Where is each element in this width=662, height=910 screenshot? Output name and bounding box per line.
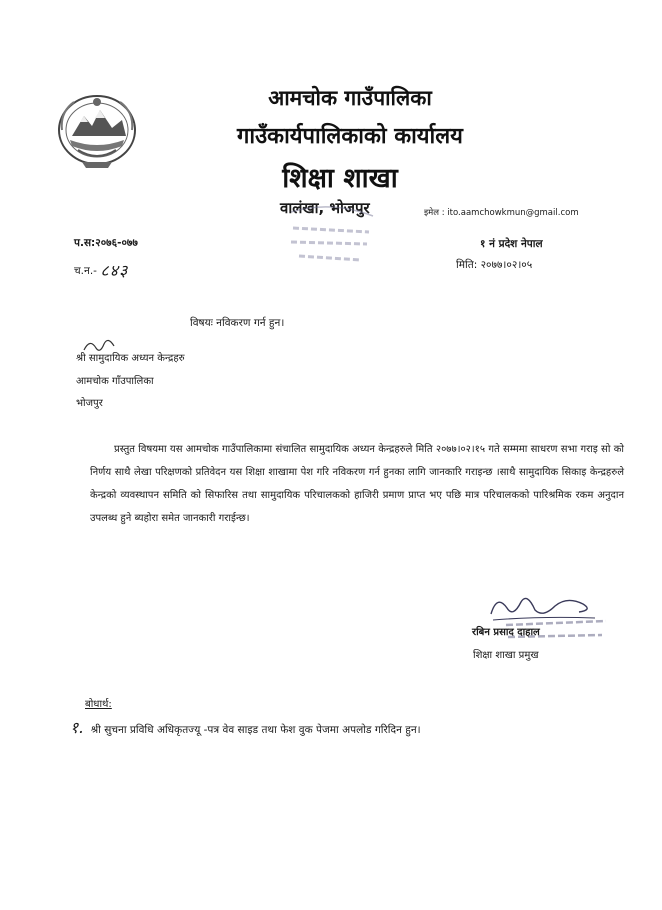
- cc-item-text: श्री सुचना प्रविधि अधिकृतज्यू -पत्र वेव साइड तथा फेश वुक पेजमा अपलोड गरिदिन हुन।: [90, 724, 421, 736]
- signer-name: रबिन प्रसाद दाहाल: [472, 627, 540, 638]
- letter-subject: विषयः नविकरण गर्न हुन।: [190, 317, 285, 329]
- section-name: शिक्षा शाखा: [282, 163, 398, 194]
- cc-heading: बोधार्थ:: [85, 699, 112, 710]
- signer-title: शिक्षा शाखा प्रमुख: [473, 650, 539, 661]
- nepal-emblem-icon: [52, 90, 142, 172]
- recipient-line-3: भोजपुर: [76, 398, 103, 409]
- letter-body: प्रस्तुत विषयमा यस आमचोक गाउँपालिकामा संचालित सामुदायिक अध्यन केन्द्रहरुले मिति २०७७।०२।१५ गते सम्ममा साधरण सभा गराइ सो को निर्णय साथै लेखा परिक्षणको प्रतिवेदन यस शिक्षा शाखामा पेश गरि नविकरण गर्न हुनका लागि जानकारि गराइन्छ ।साथै सामुदायिक सिकाइ केन्द्रहरुले केन्द्रको व्यवस्थापन समिति को सिफारिस तथा सामुदायिक परिचालकको हाजिरी प्रमाण प्राप्त भए पछि मात्र परिचालकको पारिश्रमिक रकम अनुदान उपलब्ध हुने ब्यहोरा समेत जानकारी गराईन्छ।: [90, 444, 624, 524]
- email-address: ito.aamchowkmun@gmail.com: [447, 208, 579, 218]
- dispatch-number: [74, 257, 128, 279]
- email-label: इमेल :: [424, 208, 445, 218]
- reference-number: प.स:२०७६-०७७: [74, 237, 138, 249]
- municipality-name: आमचोक गाउँपालिका: [268, 86, 432, 110]
- email-line: [424, 207, 579, 218]
- letter-date: मिति: २०७७।०२।०५: [456, 259, 533, 271]
- dispatch-label: च.न.-: [74, 265, 97, 277]
- office-address: वालंखा, भोजपुर: [280, 199, 370, 217]
- province-label: १ नं प्रदेश नेपाल: [480, 238, 543, 250]
- cc-item-number: १.: [70, 718, 84, 737]
- dispatch-value: ८४३: [100, 261, 129, 280]
- recipient-line-2: आमचोक गाँउपालिका: [76, 376, 154, 387]
- cc-item: [70, 716, 421, 738]
- office-name: गाउँकार्यपालिकाको कार्यालय: [237, 124, 463, 149]
- recipient-line-1: श्री सामुदायिक अध्यन केन्द्रहरु: [76, 353, 185, 364]
- office-stamp-icon: [283, 204, 379, 268]
